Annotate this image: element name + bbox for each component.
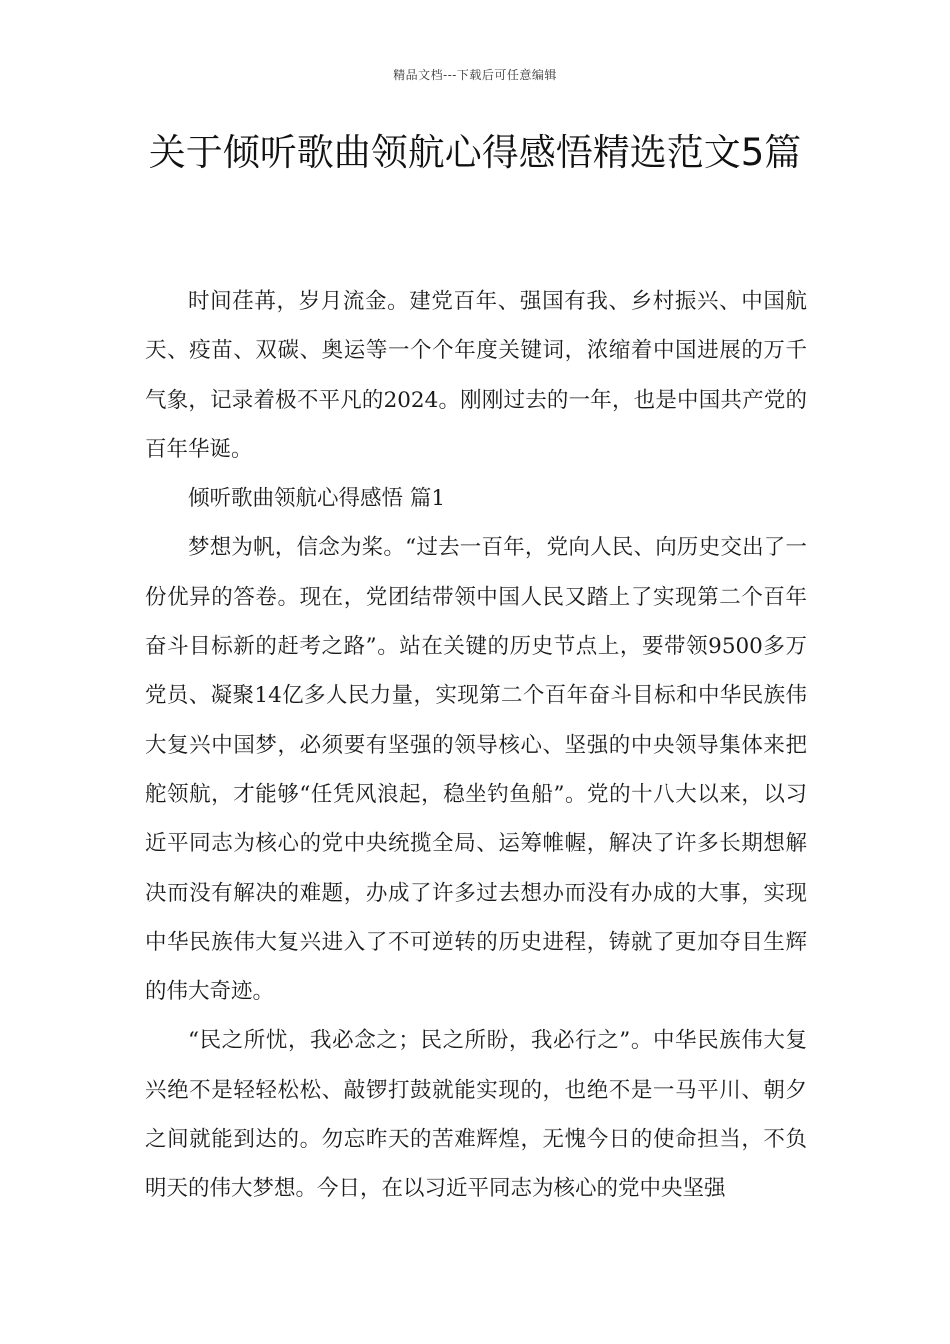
section-heading: 倾听歌曲领航心得感悟 篇1: [188, 486, 446, 512]
document-title: 关于倾听歌曲领航心得感悟精选范文5篇: [148, 131, 802, 174]
document-body: [145, 277, 807, 1214]
header-note: 精品文档---下载后可任意编辑: [393, 68, 557, 82]
body-paragraph: 梦想为帆，信念为桨。“过去一百年，党向人民、向历史交出了一份优异的答卷。现在，党团结带领中国人民又踏上了实现第二个百年奋斗目标新的赶考之路”。站在关键的历史节点上，要带领9500多万党员、凝聚14亿多人民力量，实现第二个百年奋斗目标和中华民族伟大复兴中国梦，必须要有坚强的领导核心、坚强的中央领导集体来把舵领航，才能够“任凭风浪起，稳坐钓鱼船”。党的十八大以来，以习近平同志为核心的党中央统揽全局、运筹帷幄，解决了许多长期想解决而没有解决的难题，办成了许多过去想办而没有办成的大事，实现中华民族伟大复兴进入了不可逆转的历史进程，铸就了更加夺目生辉的伟大奇迹。: [145, 535, 807, 1005]
intro-paragraph: 时间荏苒，岁月流金。建党百年、强国有我、乡村振兴、中国航天、疫苗、双碳、奥运等一个个年度关键词，浓缩着中国进展的万千气象，记录着极不平凡的2024。刚刚过去的一年，也是中国共产党的百年华诞。: [145, 289, 807, 462]
body-paragraph: “民之所忧，我必念之；民之所盼，我必行之”。中华民族伟大复兴绝不是轻轻松松、敲锣打鼓就能实现的，也绝不是一马平川、朝夕之间就能到达的。勿忘昨天的苦难辉煌，无愧今日的使命担当，不负明天的伟大梦想。今日，在以习近平同志为核心的党中央坚强: [145, 1028, 807, 1202]
